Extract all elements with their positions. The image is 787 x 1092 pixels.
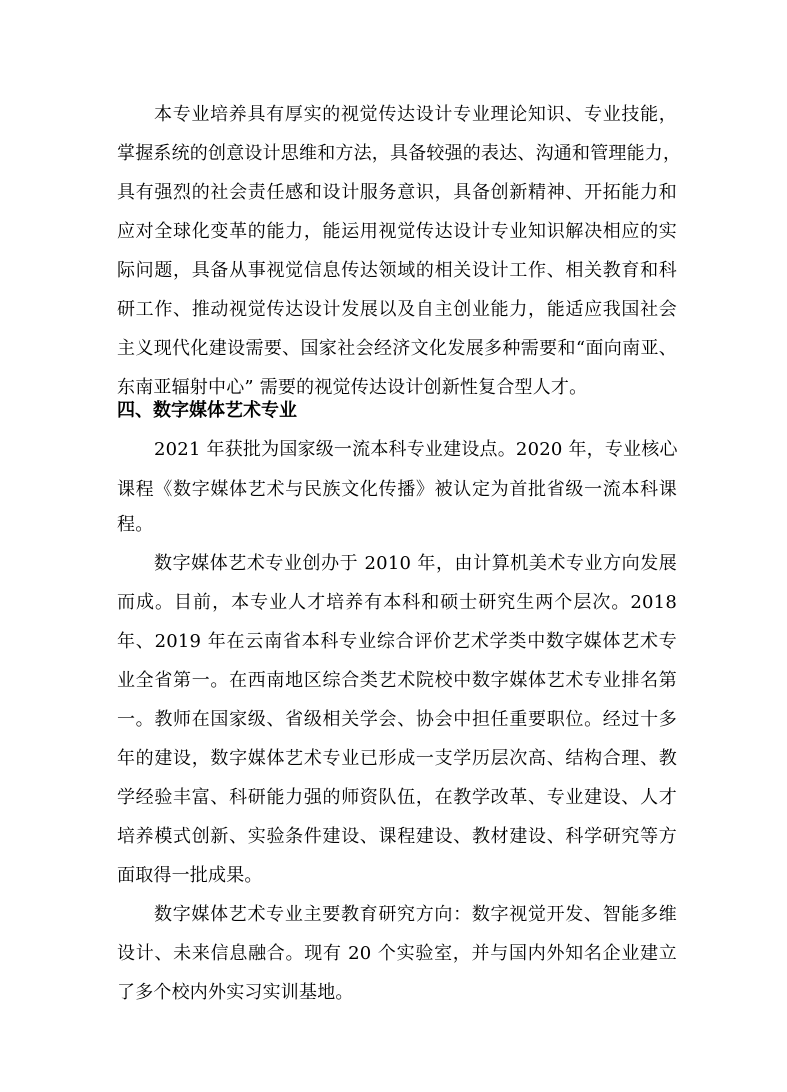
paragraph-line: 本专业培养具有厚实的视觉传达设计专业理论知识、专业技能， [154, 104, 677, 125]
paragraph-line: 业全省第一。在西南地区综合类艺术院校中数字媒体艺术专业排名第 [117, 670, 677, 691]
paragraph-line: 面取得一批成果。 [117, 865, 263, 886]
paragraph-line: 数字媒体艺术专业创办于 2010 年，由计算机美术专业方向发展 [154, 553, 677, 574]
section-heading: 四、数字媒体艺术专业 [117, 400, 297, 421]
paragraph-line: 培养模式创新、实验条件建设、课程建设、教材建设、科学研究等方 [117, 826, 677, 847]
paragraph-line: 年的建设，数字媒体艺术专业已形成一支学历层次高、结构合理、教 [117, 748, 677, 769]
paragraph-line: 际问题，具备从事视觉信息传达领域的相关设计工作、相关教育和科 [117, 260, 677, 281]
paragraph-line: 掌握系统的创意设计思维和方法，具备较强的表达、沟通和管理能力， [117, 143, 682, 164]
paragraph-line: 了多个校内外实习实训基地。 [117, 982, 354, 1003]
paragraph-line: 主义现代化建设需要、国家社会经济文化发展多种需要和“面向南亚、 [117, 338, 677, 359]
paragraph-line: 研工作、推动视觉传达设计发展以及自主创业能力，能适应我国社会 [117, 299, 677, 320]
paragraph-line: 2021 年获批为国家级一流本科专业建设点。2020 年，专业核心 [154, 439, 678, 460]
paragraph-line: 设计、未来信息融合。现有 20 个实验室，并与国内外知名企业建立 [117, 943, 677, 964]
paragraph-line: 数字媒体艺术专业主要教育研究方向：数字视觉开发、智能多维 [154, 904, 677, 925]
paragraph-line: 具有强烈的社会责任感和设计服务意识，具备创新精神、开拓能力和 [117, 182, 677, 203]
paragraph-line: 而成。目前，本专业人才培养有本科和硕士研究生两个层次。2018 [117, 592, 677, 613]
paragraph-line: 学经验丰富、科研能力强的师资队伍，在教学改革、专业建设、人才 [117, 787, 677, 808]
paragraph-line: 东南亚辐射中心” 需要的视觉传达设计创新性复合型人才。 [117, 377, 588, 398]
paragraph-line: 课程《数字媒体艺术与民族文化传播》被认定为首批省级一流本科课 [117, 479, 677, 500]
paragraph-line: 应对全球化变革的能力，能运用视觉传达设计专业知识解决相应的实 [117, 221, 677, 242]
paragraph-line: 一。教师在国家级、省级相关学会、协会中担任重要职位。经过十多 [117, 709, 677, 730]
paragraph-line: 程。 [117, 514, 154, 535]
paragraph-line: 年、2019 年在云南省本科专业综合评价艺术学类中数字媒体艺术专 [117, 631, 677, 652]
